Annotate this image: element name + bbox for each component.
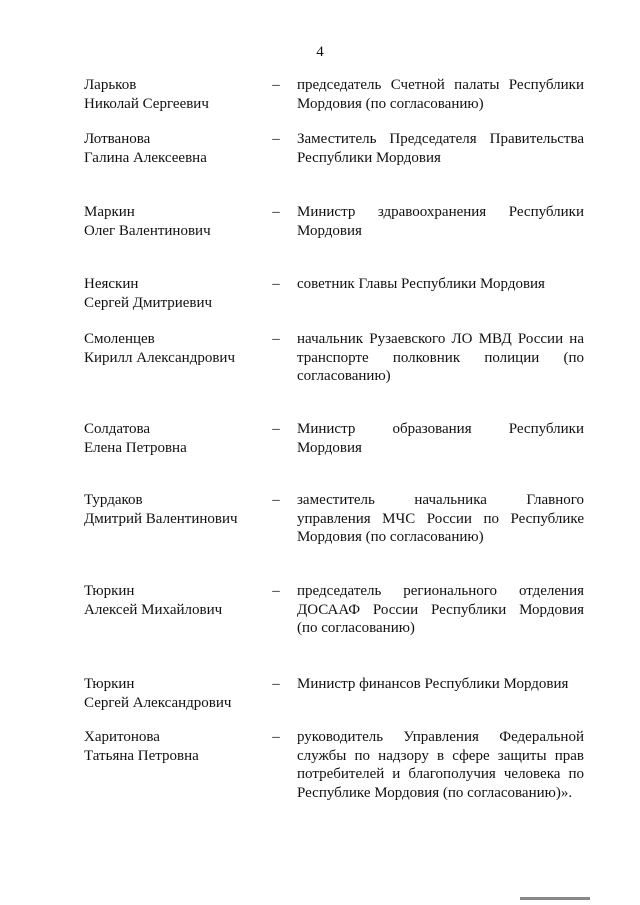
position-line: председатель регионального отделения [297, 583, 584, 599]
member-given-names: Алексей Михайлович [84, 601, 223, 618]
member-position [297, 130, 584, 167]
member-name [84, 420, 264, 457]
separator-dash: – [272, 77, 280, 93]
member-position [297, 491, 584, 547]
member-surname: Харитонова [84, 729, 160, 745]
separator-dash: – [272, 276, 280, 292]
position-line: председатель Счетной палаты Республики [297, 77, 584, 93]
position-line: Министр здравоохранения Республики [297, 204, 584, 220]
position-line: Мордовия (по согласованию) [297, 95, 484, 112]
position-line: управления МЧС России по Республике [297, 510, 584, 527]
member-given-names: Кирилл Александрович [84, 349, 235, 366]
member-surname: Тюркин [84, 583, 135, 599]
separator-dash: – [272, 676, 280, 692]
member-name [84, 275, 264, 312]
member-position [297, 675, 584, 694]
position-line: Министр образования Республики [297, 421, 584, 437]
member-name [84, 728, 264, 765]
member-surname: Турдаков [84, 492, 143, 508]
member-name [84, 582, 264, 619]
member-surname: Ларьков [84, 77, 137, 93]
position-line: Республики Мордовия [297, 149, 441, 166]
member-position [297, 330, 584, 386]
page-number: 4 [316, 44, 324, 60]
member-surname: Маркин [84, 204, 135, 220]
separator-dash: – [272, 583, 280, 599]
member-position [297, 275, 584, 294]
member-surname: Смоленцев [84, 331, 155, 347]
member-name [84, 491, 264, 528]
member-position [297, 203, 584, 240]
position-line: Мордовия [297, 222, 362, 239]
member-position [297, 420, 584, 457]
position-line: Министр финансов Республики Мордовия [297, 676, 569, 692]
member-name [84, 76, 264, 113]
position-line: Мордовия (по согласованию) [297, 529, 484, 545]
position-line: согласованию) [297, 368, 391, 384]
member-given-names: Сергей Александрович [84, 694, 232, 711]
member-given-names: Галина Алексеевна [84, 149, 207, 166]
separator-dash: – [272, 331, 280, 347]
member-position [297, 728, 584, 802]
position-line: Мордовия [297, 439, 362, 456]
member-surname: Солдатова [84, 421, 151, 437]
member-position [297, 76, 584, 113]
member-surname: Тюркин [84, 676, 135, 692]
member-name [84, 203, 264, 240]
position-line: транспорте полковник полиции (по [297, 349, 584, 366]
scan-artifact-mark [520, 897, 590, 900]
position-line: службы по надзору в сфере защиты прав [297, 747, 584, 764]
member-name [84, 330, 264, 367]
separator-dash: – [272, 729, 280, 745]
member-given-names: Елена Петровна [84, 439, 187, 456]
position-line: (по согласованию) [297, 620, 415, 636]
member-surname: Неяскин [84, 276, 139, 292]
position-line: Заместитель Председателя Правительства [297, 131, 584, 147]
position-line: руководитель Управления Федеральной [297, 729, 584, 745]
member-given-names: Татьяна Петровна [84, 747, 199, 764]
separator-dash: – [272, 421, 280, 437]
member-given-names: Николай Сергеевич [84, 95, 209, 112]
member-given-names: Дмитрий Валентинович [84, 510, 238, 527]
separator-dash: – [272, 492, 280, 508]
position-line: потребителей и благополучия человека по [297, 766, 584, 782]
member-given-names: Олег Валентинович [84, 222, 211, 239]
position-line: начальник Рузаевского ЛО МВД России на [297, 331, 584, 347]
member-name [84, 130, 264, 167]
position-line: советник Главы Республики Мордовия [297, 276, 545, 292]
separator-dash: – [272, 204, 280, 220]
member-given-names: Сергей Дмитриевич [84, 294, 213, 311]
member-name [84, 675, 264, 712]
member-position [297, 582, 584, 638]
position-line: заместитель начальника Главного [297, 492, 584, 508]
member-surname: Лотванова [84, 131, 151, 147]
separator-dash: – [272, 131, 280, 147]
position-line: ДОСААФ России Республики Мордовия [297, 601, 584, 618]
position-line: Республике Мордовия (по согласованию)». [297, 784, 573, 801]
